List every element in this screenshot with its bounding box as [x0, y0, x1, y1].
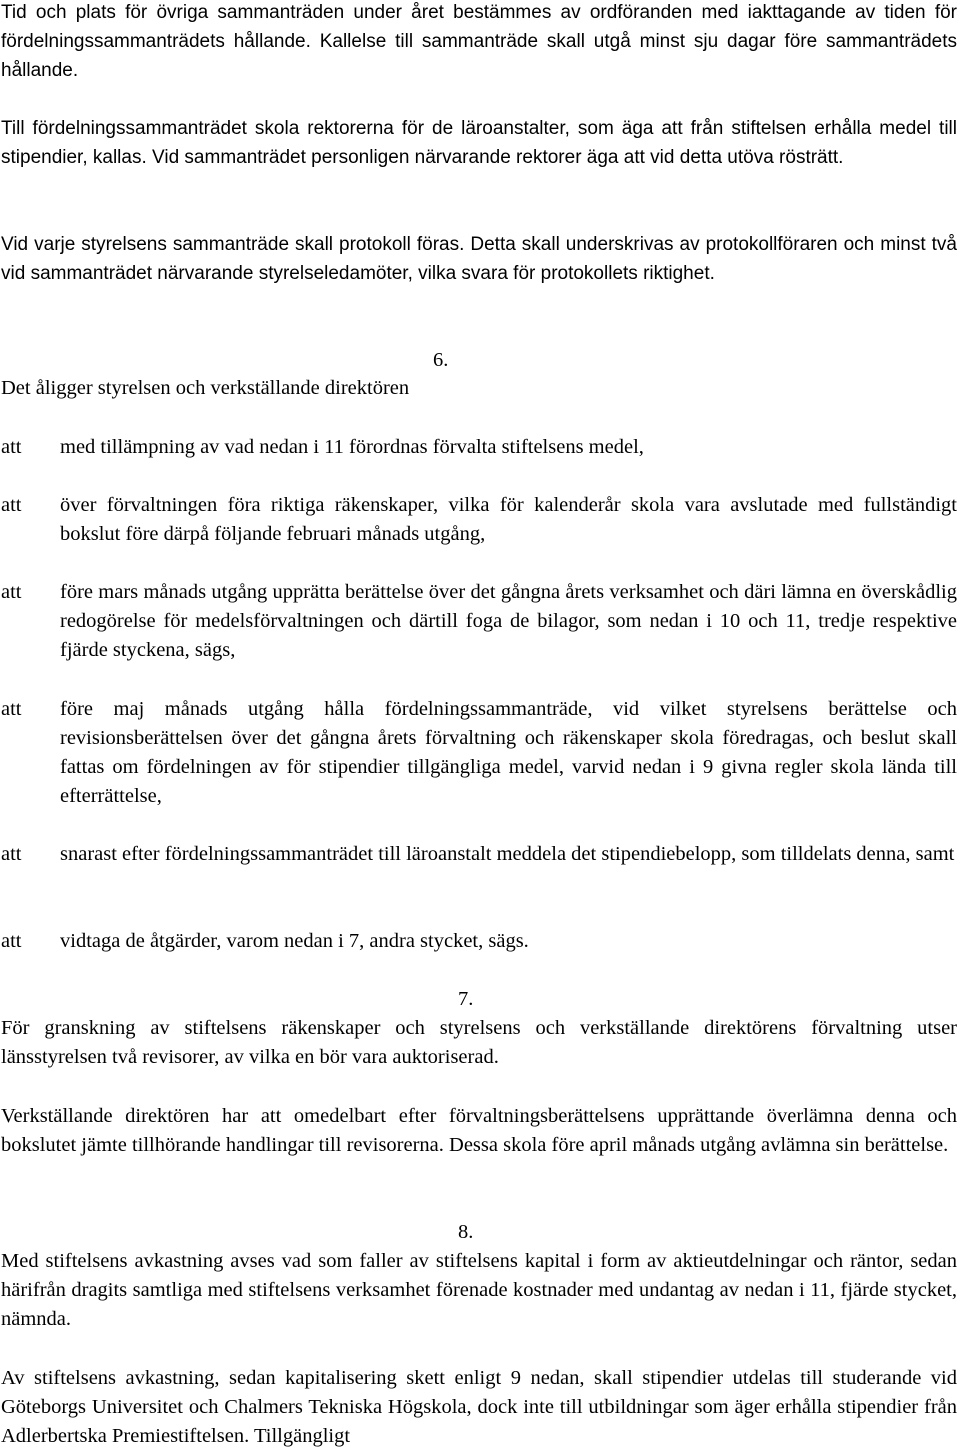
list-item-text: före mars månads utgång upprätta berättelse över det gångna årets verksamhet och däri lämna en överskådlig redogörelse för medelsförvaltningen och därtill foga de bilagor, som nedan i 10 och 11, tredje respektive fjärde styckena, sägs,: [60, 581, 957, 661]
section-7-paragraph-auditors: För granskning av stiftelsens räkenskaper och styrelsens och verkställande direktörens förvaltning utser länsstyrelsen två revisorer, av vilka en bör vara auktoriserad.: [1, 1017, 957, 1068]
paragraph-meeting-times: Tid och plats för övriga sammanträden under året bestämmes av ordföranden med iakttagande av tiden för fördelningssammanträdets hållande. Kallelse till sammanträde skall utgå minst sju dagar före sammanträdets hållande.: [1, 2, 957, 81]
list-item-text: vidtaga de åtgärder, varom nedan i 7, andra stycket, sägs.: [60, 930, 529, 952]
list-item: [1, 433, 957, 462]
list-item-marker: att: [1, 494, 22, 516]
list-item-text: med tillämpning av vad nedan i 11 förordnas förvalta stiftelsens medel,: [60, 436, 644, 458]
list-item-marker: att: [1, 930, 22, 952]
list-item-text: före maj månads utgång hålla fördelningssammanträde, vid vilket styrelsens berättelse och revisionsberättelsen över det gångna årets förvaltning och räkenskaper skola föredragas, och beslut skall fattas om fördelningen av för stipendier tillgängliga medel, varvid nedan i 9 givna regler skola lända till efterrättelse,: [60, 698, 957, 807]
section-6-heading: 6.: [433, 349, 449, 371]
list-item-marker: att: [1, 436, 22, 458]
list-item: [1, 695, 957, 811]
paragraph-distribution-meeting: Till fördelningssammanträdet skola rektorerna för de läroanstalter, som äga att från stiftelsen erhålla medel till stipendier, kallas. Vid sammanträdet personligen närvarande rektorer äga att vid detta utöva rösträtt.: [1, 118, 957, 168]
section-6-intro: Det åligger styrelsen och verkställande direktören: [1, 377, 410, 399]
paragraph-protocol: Vid varje styrelsens sammanträde skall protokoll föras. Detta skall underskrivas av protokollföraren och minst två vid sammanträdet närvarande styrelseledamöter, vilka svara för protokollets riktighet.: [1, 234, 957, 284]
list-item-marker: att: [1, 698, 22, 720]
list-item: [1, 578, 957, 665]
section-7-paragraph-director: Verkställande direktören har att omedelbart efter förvaltningsberättelsens upprättande överlämna denna och bokslutet jämte tillhörande handlingar till revisorerna. Dessa skola före april månads utgång avlämna sin berättelse.: [1, 1105, 957, 1156]
list-item-text: snarast efter fördelningssammanträdet till läroanstalt meddela det stipendiebelopp, som tilldelats denna, samt: [60, 843, 955, 865]
list-item: [1, 491, 957, 549]
list-item-marker: att: [1, 843, 22, 865]
section-8-heading: 8.: [458, 1221, 474, 1243]
section-8-paragraph-stipends: Av stiftelsens avkastning, sedan kapitalisering skett enligt 9 nedan, skall stipendier utdelas till studerande vid Göteborgs Universitet och Chalmers Tekniska Högskola, dock inte till utbildningar som äger erhålla stipendier från Adlerbertska Premiestiftelsen. Tillgängligt: [1, 1367, 957, 1447]
list-item: [1, 927, 957, 956]
list-item-marker: att: [1, 581, 22, 603]
section-7-heading: 7.: [458, 988, 474, 1010]
list-item: [1, 840, 957, 869]
list-item-text: över förvaltningen föra riktiga räkenskaper, vilka för kalenderår skola vara avslutade med fullständigt bokslut före därpå följande februari månads utgång,: [60, 494, 957, 545]
section-8-paragraph-yield: Med stiftelsens avkastning avses vad som faller av stiftelsens kapital i form av aktieutdelningar och räntor, sedan härifrån dragits samtliga med stiftelsens verksamhet förenade kostnader med undantag av nedan i 11, fjärde stycket, nämnda.: [1, 1250, 957, 1330]
